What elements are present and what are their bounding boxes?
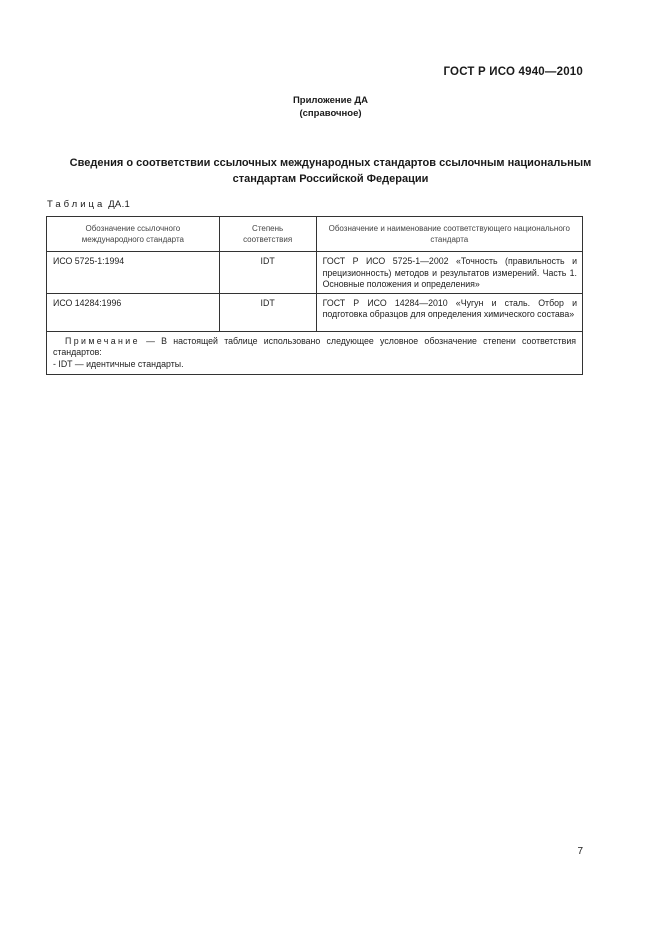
- international-standard-cell: ИСО 5725-1:1994: [47, 252, 220, 294]
- table-caption: [47, 199, 130, 210]
- annex-kind: (справочное): [299, 108, 362, 119]
- note-paragraph: [53, 336, 576, 359]
- table-note-row: [47, 331, 583, 375]
- table-row: [47, 293, 583, 331]
- national-standard-cell: ГОСТ Р ИСО 5725-1—2002 «Точность (правильность и прецизионность) методов и результатов измерений. Часть 1. Основные положения и определения»: [316, 252, 582, 294]
- reference-standards-table: [46, 216, 583, 375]
- table-caption-prefix: Таблица: [47, 199, 106, 210]
- table-row: [47, 252, 583, 294]
- note-label: Примечание: [65, 335, 140, 346]
- table-note: [47, 331, 583, 375]
- column-header-international: Обозначение ссылочного международного стандарта: [47, 217, 220, 252]
- column-header-national: Обозначение и наименование соответствующего национального стандарта: [316, 217, 582, 252]
- section-heading: [40, 155, 621, 187]
- column-header-degree: Степень соответствия: [219, 217, 316, 252]
- national-standard-cell: ГОСТ Р ИСО 14284—2010 «Чугун и сталь. Отбор и подготовка образцов для определения химического состава»: [316, 293, 582, 331]
- section-heading-line-2: стандартам Российской Федерации: [232, 173, 429, 185]
- note-text: — В настоящей таблице использовано следующее условное обозначение степени соответствия стандартов:: [53, 335, 576, 357]
- degree-cell: IDT: [219, 293, 316, 331]
- degree-cell: IDT: [219, 252, 316, 294]
- table-header-row: [47, 217, 583, 252]
- standard-number: ГОСТ Р ИСО 4940—2010: [443, 66, 583, 78]
- section-heading-line-1: Сведения о соответствии ссылочных международных стандартов ссылочным национальным: [69, 157, 592, 169]
- annex-title: Приложение ДА: [292, 95, 369, 106]
- international-standard-cell: ИСО 14284:1996: [47, 293, 220, 331]
- table-caption-number: ДА.1: [108, 199, 131, 210]
- page-number: 7: [577, 846, 583, 857]
- note-item: - IDT — идентичные стандарты.: [53, 358, 184, 369]
